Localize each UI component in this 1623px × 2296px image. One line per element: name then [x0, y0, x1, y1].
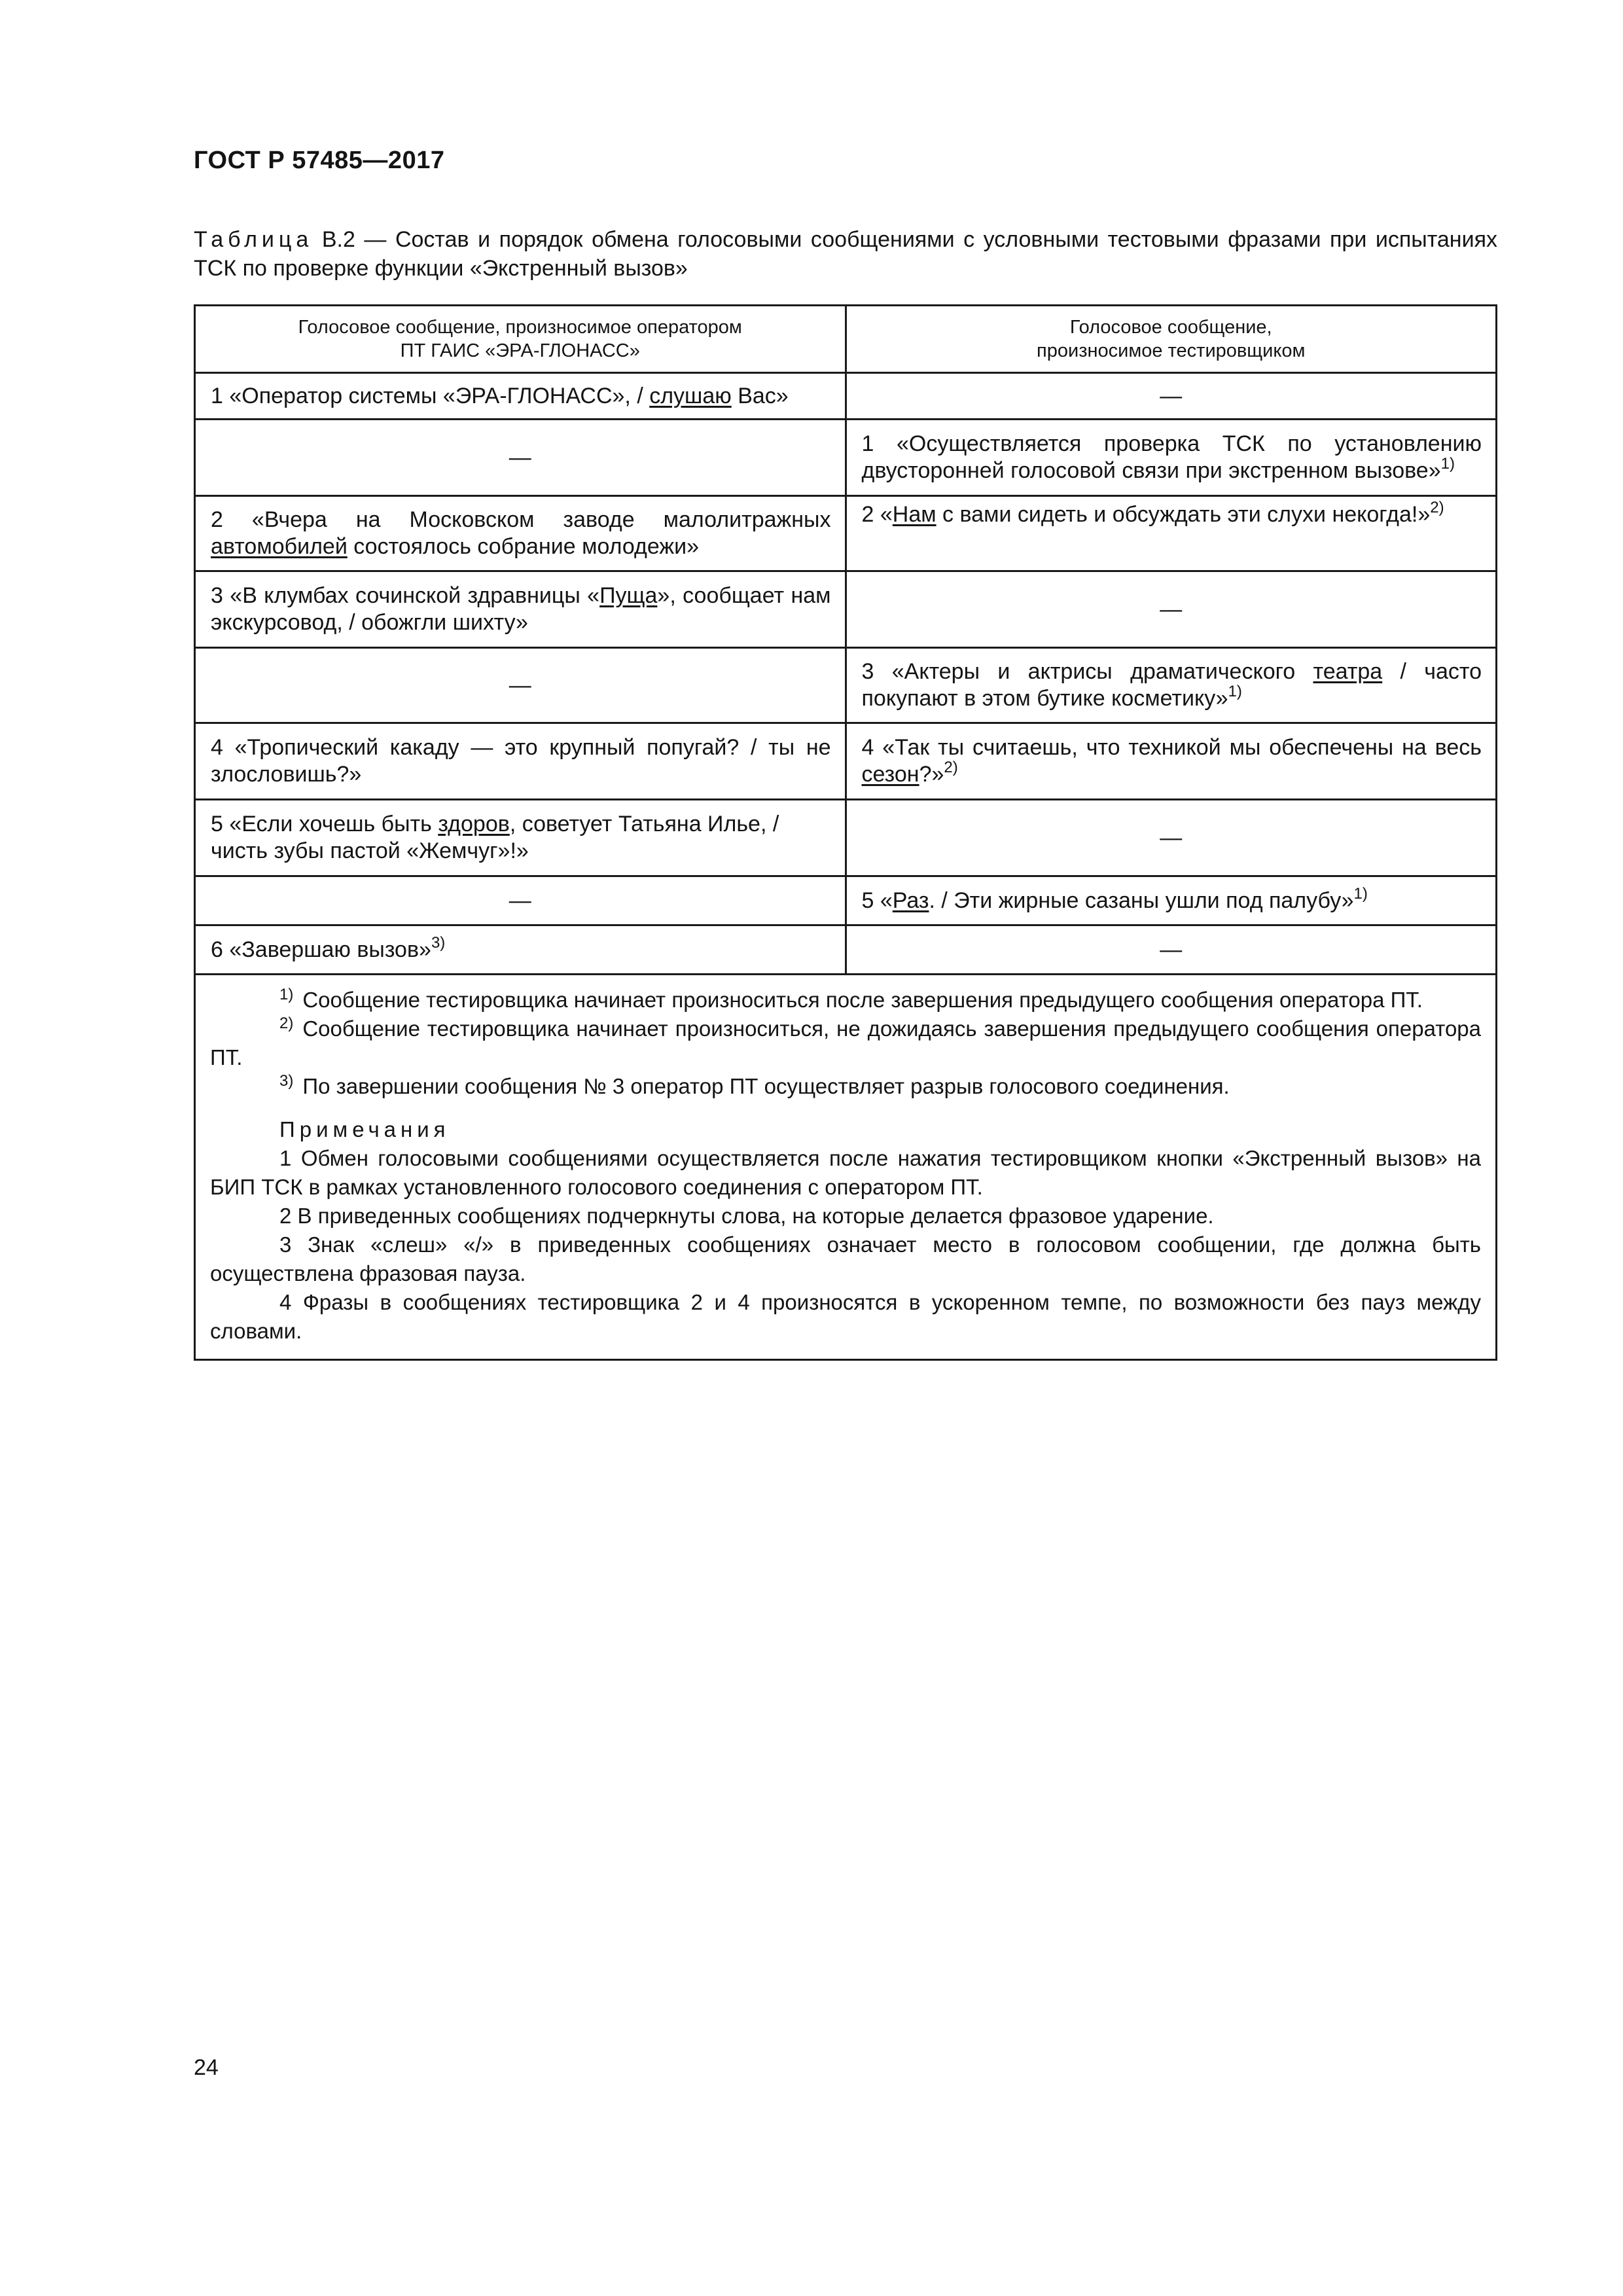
table-header-row	[195, 306, 1497, 373]
header-operator-line2: ПТ ГАИС «ЭРА-ГЛОНАСС»	[400, 340, 640, 361]
empty-cell-dash: —	[846, 373, 1497, 420]
table-caption	[194, 225, 1497, 283]
table-row	[195, 723, 1497, 800]
operator-cell: 3 «В клумбах сочинской здравницы «Пуща», сообщает нам экскурсовод, / обожгли шихту»	[195, 571, 846, 648]
table-row	[195, 373, 1497, 420]
tester-cell: 5 «Раз. / Эти жирные сазаны ушли под палубу»$^{1)}$	[846, 876, 1497, 925]
caption-text: В.2 — Состав и порядок обмена голосовыми сообщениями с условными тестовыми фразами при испытаниях ТСК по проверке функции «Экстренный вызов»	[194, 227, 1497, 281]
notes-row	[195, 975, 1497, 1360]
note-item: 1 Обмен голосовыми сообщениями осуществляется после нажатия тестировщиком кнопки «Экстренный вызов» на БИП ТСК в рамках установленного голосового соединения с оператором ПТ.	[210, 1146, 1481, 1199]
notes-cell	[195, 975, 1497, 1360]
notes-title: Примечания	[279, 1117, 450, 1141]
operator-cell: 1 «Оператор системы «ЭРА-ГЛОНАСС», / слушаю Вас»	[195, 373, 846, 420]
stressed-word: Пуща	[599, 583, 658, 608]
footnote: $^{1)}$ Сообщение тестировщика начинает произноситься после завершения предыдущего сообщения оператора ПТ.	[279, 986, 1423, 1012]
header-operator	[195, 306, 846, 373]
stressed-word: сезон	[861, 762, 919, 787]
note-item: 4 Фразы в сообщениях тестировщика 2 и 4 произносятся в ускоренном темпе, по возможности без пауз между словами.	[210, 1290, 1481, 1343]
table-row	[195, 925, 1497, 975]
document-header: ГОСТ Р 57485—2017	[194, 147, 445, 174]
header-tester	[846, 306, 1497, 373]
stressed-word: театра	[1313, 659, 1383, 684]
footnote-ref: 1)	[1353, 884, 1368, 903]
footnote-mark: 3)	[279, 1072, 294, 1090]
header-tester-line1: Голосовое сообщение,	[1069, 317, 1272, 338]
voice-messages-table	[194, 304, 1497, 1361]
stressed-word: Раз	[892, 888, 929, 913]
table-row	[195, 876, 1497, 925]
page-number: 24	[194, 2055, 219, 2080]
tester-cell: 2 «Нам с вами сидеть и обсуждать эти слухи некогда!»$^{2)}$	[846, 496, 1497, 571]
table-row	[195, 496, 1497, 571]
table-row	[195, 648, 1497, 723]
stressed-word: слушаю	[649, 383, 732, 408]
footnote-ref: 3)	[431, 933, 446, 952]
table-row	[195, 420, 1497, 496]
footnote-ref: 1)	[1440, 455, 1455, 473]
footnote: $^{2)}$ Сообщение тестировщика начинает произноситься, не дожидаясь завершения предыдущего сообщения оператора ПТ.	[210, 1014, 1481, 1069]
note-item: 3 Знак «слеш» «/» в приведенных сообщениях означает место в голосовом сообщении, где должна быть осуществлена фразовая пауза.	[210, 1232, 1481, 1285]
tester-cell: 4 «Так ты считаешь, что техникой мы обеспечены на весь сезон?»$^{2)}$	[846, 723, 1497, 800]
empty-cell-dash: —	[846, 800, 1497, 876]
note-item: 2 В приведенных сообщениях подчеркнуты слова, на которые делается фразовое ударение.	[279, 1204, 1214, 1228]
stressed-word: Нам	[892, 502, 936, 527]
tester-cell: 3 «Актеры и актрисы драматического театра / часто покупают в этом бутике косметику»$^{1)}$	[846, 648, 1497, 723]
operator-cell: 4 «Тропический какаду — это крупный попугай? / ты не злословишь?»	[195, 723, 846, 800]
empty-cell-dash: —	[846, 925, 1497, 975]
operator-cell: 5 «Если хочешь быть здоров, советует Татьяна Илье, / чисть зубы пастой «Жемчуг»!»	[195, 800, 846, 876]
empty-cell-dash: —	[195, 420, 846, 496]
empty-cell-dash: —	[195, 876, 846, 925]
header-tester-line2: произносимое тестировщиком	[1037, 340, 1306, 361]
footnote: $^{3)}$ По завершении сообщения № 3 оператор ПТ осуществляет разрыв голосового соединения.	[279, 1072, 1230, 1098]
tester-cell: 1 «Осуществляется проверка ТСК по установлению двусторонней голосовой связи при экстренном вызове»$^{1)}$	[846, 420, 1497, 496]
footnote-mark: 1)	[279, 986, 294, 1003]
operator-cell: 6 «Завершаю вызов»$^{3)}$	[195, 925, 846, 975]
header-operator-line1: Голосовое сообщение, произносимое оператором	[298, 317, 742, 338]
footnote-ref: 2)	[944, 759, 958, 776]
empty-cell-dash: —	[846, 571, 1497, 648]
operator-cell: 2 «Вчера на Московском заводе малолитражных автомобилей состоялось собрание молодежи»	[195, 496, 846, 571]
stressed-word: здоров	[438, 812, 510, 836]
table-row	[195, 571, 1497, 648]
footnote-ref: 1)	[1228, 683, 1242, 700]
caption-label: Таблица	[194, 227, 313, 252]
stressed-word: автомобилей	[211, 534, 348, 559]
table-row	[195, 800, 1497, 876]
footnote-ref: 2)	[1430, 499, 1444, 516]
empty-cell-dash: —	[195, 648, 846, 723]
footnote-mark: 2)	[279, 1014, 294, 1032]
